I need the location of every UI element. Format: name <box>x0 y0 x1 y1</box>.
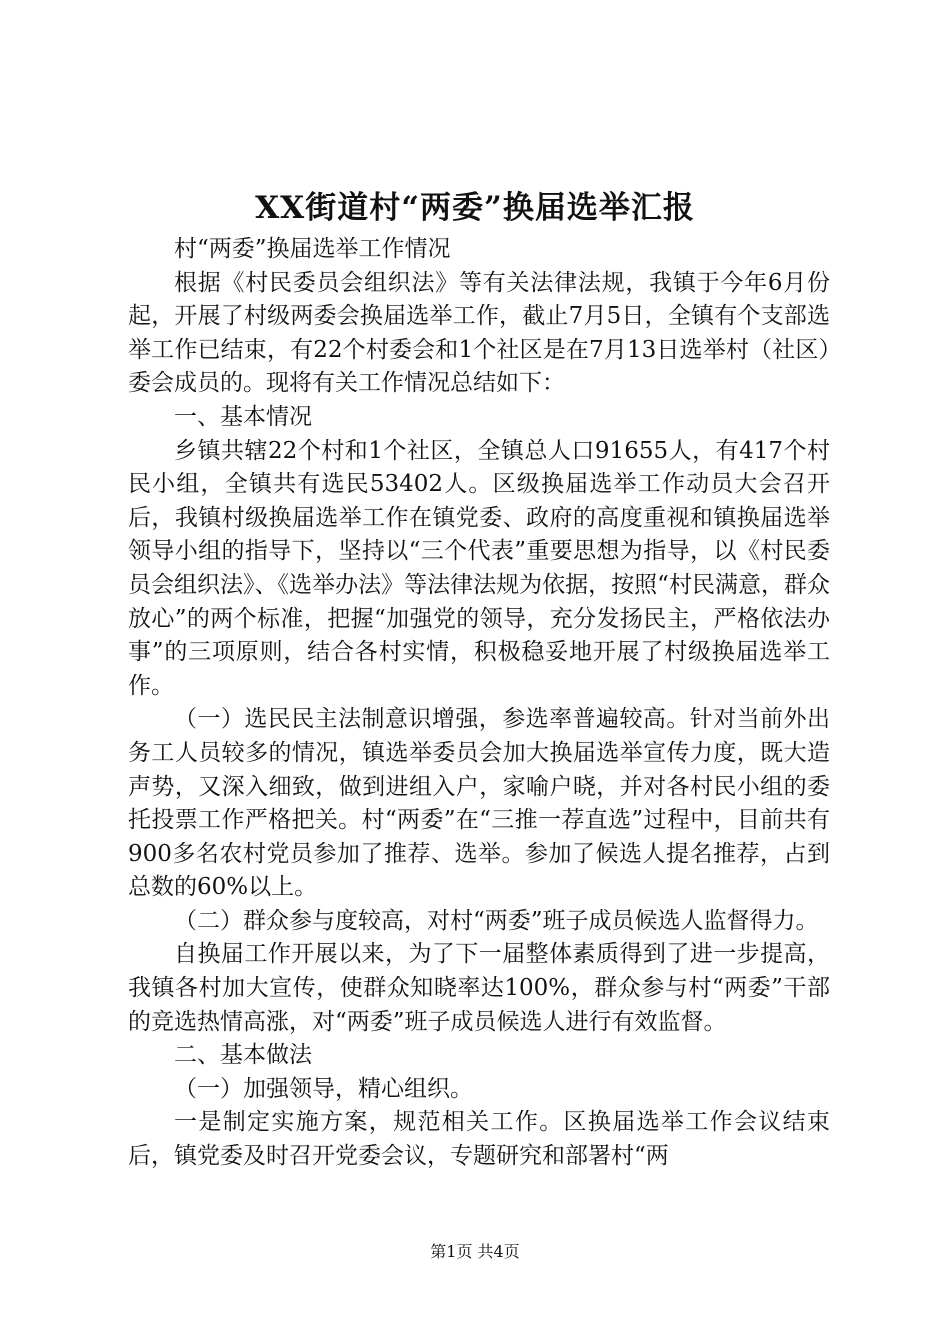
paragraph-leadership: （一）加强领导，精心组织。 <box>174 1075 473 1102</box>
document-title: XX街道村“两委”换届选举汇报 <box>255 190 695 226</box>
paragraph-point-two: （二）群众参与度较高，对村“两委”班子成员候选人监督得力。 <box>174 907 819 934</box>
section-heading-basic-situation: 一、基本情况 <box>174 403 312 430</box>
paragraph-basic-situation: 乡镇共辖22个村和1个社区，全镇总人口91655人，有417个村民小组，全镇共有选民53402人。区级换届选举工作动员大会召开后，我镇村级换届选举工作在镇党委、政府的高度重视和镇换届选举领导小组的指导下，坚持以“三个代表”重要思想为指导，以《村民委员会组织法》、《选举办法》等法律法规为依据，按照“村民满意，群众放心”的两个标准，把握“加强党的领导，充分发扬民主，严格依法办事”的三项原则，结合各村实情，积极稳妥地开展了村级换届选举工作。 <box>128 437 830 699</box>
paragraph-point-one: （一）选民民主法制意识增强，参选率普遍较高。针对当前外出务工人员较多的情况，镇选举委员会加大换届选举宣传力度，既大造声势，又深入细致，做到进组入户，家喻户晓，并对各村民小组的委托投票工作严格把关。村“两委”在“三推一荐直选”过程中，目前共有900多名农村党员参加了推荐、选举。参加了候选人提名推荐，占到总数的60%以上。 <box>128 706 830 901</box>
paragraph-subtitle: 村“两委”换届选举工作情况 <box>174 236 451 262</box>
paragraph-intro: 根据《村民委员会组织法》等有关法律法规，我镇于今年6月份起，开展了村级两委会换届选举工作，截止7月5日，全镇有个支部选举工作已结束，有22个村委会和1个社区是在7月13日选举村（社区）委会成员的。现将有关工作情况总结如下： <box>128 269 830 397</box>
paragraph-participation: 自换届工作开展以来，为了下一届整体素质得到了进一步提高，我镇各村加大宣传，使群众知晓率达100%，群众参与村“两委”干部的竞选热情高涨，对“两委”班子成员候选人进行有效监督。 <box>128 941 830 1035</box>
document-body <box>128 233 830 1174</box>
section-heading-basic-practice: 二、基本做法 <box>174 1042 312 1069</box>
page-footer: 第1页 共4页 <box>430 1242 520 1261</box>
paragraph-plan: 一是制定实施方案，规范相关工作。区换届选举工作会议结束后，镇党委及时召开党委会议，专题研究和部署村“两 <box>128 1109 830 1170</box>
